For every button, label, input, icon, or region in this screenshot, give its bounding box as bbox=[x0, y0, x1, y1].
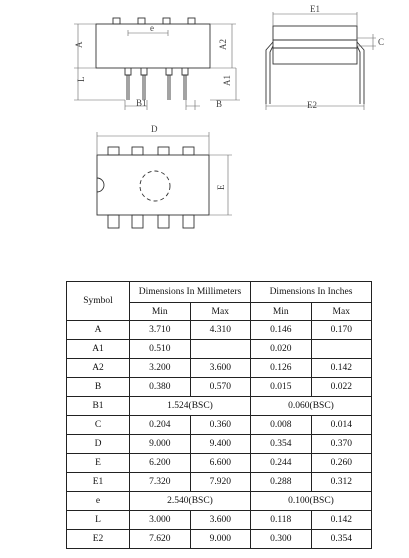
label-E1: E1 bbox=[310, 4, 320, 14]
mm-min-cell: 0.510 bbox=[130, 340, 191, 359]
mm-bsc-cell: 2.540(BSC) bbox=[130, 492, 251, 511]
table-row bbox=[67, 416, 372, 435]
symbol-cell: A1 bbox=[67, 340, 130, 359]
inch-min-cell: 0.126 bbox=[251, 359, 312, 378]
inch-header: Dimensions In Inches bbox=[251, 282, 372, 303]
side-view-pins bbox=[125, 68, 188, 100]
inch-max-cell bbox=[311, 340, 372, 359]
table-row bbox=[67, 397, 372, 416]
table-row bbox=[67, 321, 372, 340]
inch-max-cell: 0.260 bbox=[311, 454, 372, 473]
symbol-cell: e bbox=[67, 492, 130, 511]
end-view bbox=[266, 4, 384, 110]
table-row bbox=[67, 511, 372, 530]
inch-max-cell: 0.370 bbox=[311, 435, 372, 454]
inch-min-cell: 0.146 bbox=[251, 321, 312, 340]
table-row bbox=[67, 530, 372, 549]
symbol-cell: A2 bbox=[67, 359, 130, 378]
mm-min-cell: 7.620 bbox=[130, 530, 191, 549]
table-row bbox=[67, 454, 372, 473]
label-D: D bbox=[151, 124, 158, 134]
inch-min-cell: 0.300 bbox=[251, 530, 312, 549]
top-view bbox=[97, 124, 232, 228]
inch-max-cell: 0.170 bbox=[311, 321, 372, 340]
mm-max-cell: 4.310 bbox=[190, 321, 251, 340]
inch-max-cell: 0.312 bbox=[311, 473, 372, 492]
table-row bbox=[67, 492, 372, 511]
mm-min-cell: 9.000 bbox=[130, 435, 191, 454]
label-B: B bbox=[216, 99, 223, 109]
table-header-row bbox=[67, 282, 372, 303]
inch-max-cell: 0.014 bbox=[311, 416, 372, 435]
inch-min-cell: 0.020 bbox=[251, 340, 312, 359]
end-view-body bbox=[273, 26, 357, 64]
inch-bsc-cell: 0.100(BSC) bbox=[251, 492, 372, 511]
mm-max-cell: 6.600 bbox=[190, 454, 251, 473]
mm-max-cell bbox=[190, 340, 251, 359]
symbol-cell: E2 bbox=[67, 530, 130, 549]
label-B1: B1 bbox=[136, 98, 147, 108]
mm-max-cell: 9.400 bbox=[190, 435, 251, 454]
inch-min-cell: 0.008 bbox=[251, 416, 312, 435]
inch-max-cell: 0.142 bbox=[311, 511, 372, 530]
symbol-cell: C bbox=[67, 416, 130, 435]
mm-max-cell: 3.600 bbox=[190, 511, 251, 530]
mm-header: Dimensions In Millimeters bbox=[130, 282, 251, 303]
table-row bbox=[67, 378, 372, 397]
label-C: C bbox=[378, 37, 385, 47]
mm-min-cell: 3.710 bbox=[130, 321, 191, 340]
label-A1: A1 bbox=[222, 75, 232, 86]
inch-max-cell: 0.354 bbox=[311, 530, 372, 549]
mm-max-cell: 0.570 bbox=[190, 378, 251, 397]
inch-min-cell: 0.354 bbox=[251, 435, 312, 454]
symbol-cell: B1 bbox=[67, 397, 130, 416]
inch-bsc-cell: 0.060(BSC) bbox=[251, 397, 372, 416]
symbol-cell: D bbox=[67, 435, 130, 454]
mm-max-cell: 9.000 bbox=[190, 530, 251, 549]
table-row bbox=[67, 340, 372, 359]
table-row bbox=[67, 359, 372, 378]
symbol-cell: E bbox=[67, 454, 130, 473]
mm-min-cell: 6.200 bbox=[130, 454, 191, 473]
symbol-cell: E1 bbox=[67, 473, 130, 492]
inch-min-cell: 0.288 bbox=[251, 473, 312, 492]
inch-min-cell: 0.118 bbox=[251, 511, 312, 530]
label-L: L bbox=[76, 76, 86, 82]
inch-min-header: Min bbox=[251, 303, 312, 321]
mm-min-cell: 7.320 bbox=[130, 473, 191, 492]
mm-max-cell: 7.920 bbox=[190, 473, 251, 492]
inch-min-cell: 0.015 bbox=[251, 378, 312, 397]
label-A2: A2 bbox=[218, 39, 228, 50]
mm-max-header: Max bbox=[190, 303, 251, 321]
table-row bbox=[67, 473, 372, 492]
label-A: A bbox=[74, 41, 84, 48]
top-view-body bbox=[97, 155, 209, 215]
inch-max-cell: 0.022 bbox=[311, 378, 372, 397]
side-view bbox=[74, 18, 240, 110]
symbol-cell: L bbox=[67, 511, 130, 530]
mm-max-cell: 3.600 bbox=[190, 359, 251, 378]
symbol-cell: B bbox=[67, 378, 130, 397]
mm-min-header: Min bbox=[130, 303, 191, 321]
dimensions-table bbox=[66, 281, 372, 549]
symbol-cell: A bbox=[67, 321, 130, 340]
mm-min-cell: 3.000 bbox=[130, 511, 191, 530]
symbol-header: Symbol bbox=[67, 282, 130, 321]
mm-min-cell: 3.200 bbox=[130, 359, 191, 378]
label-E: E bbox=[216, 184, 226, 190]
mm-min-cell: 0.204 bbox=[130, 416, 191, 435]
table-row bbox=[67, 435, 372, 454]
inch-min-cell: 0.244 bbox=[251, 454, 312, 473]
mm-max-cell: 0.360 bbox=[190, 416, 251, 435]
package-drawings bbox=[0, 0, 409, 275]
label-e: e bbox=[150, 23, 154, 33]
inch-max-cell: 0.142 bbox=[311, 359, 372, 378]
label-E2: E2 bbox=[307, 100, 317, 110]
inch-max-header: Max bbox=[311, 303, 372, 321]
mm-min-cell: 0.380 bbox=[130, 378, 191, 397]
mm-bsc-cell: 1.524(BSC) bbox=[130, 397, 251, 416]
